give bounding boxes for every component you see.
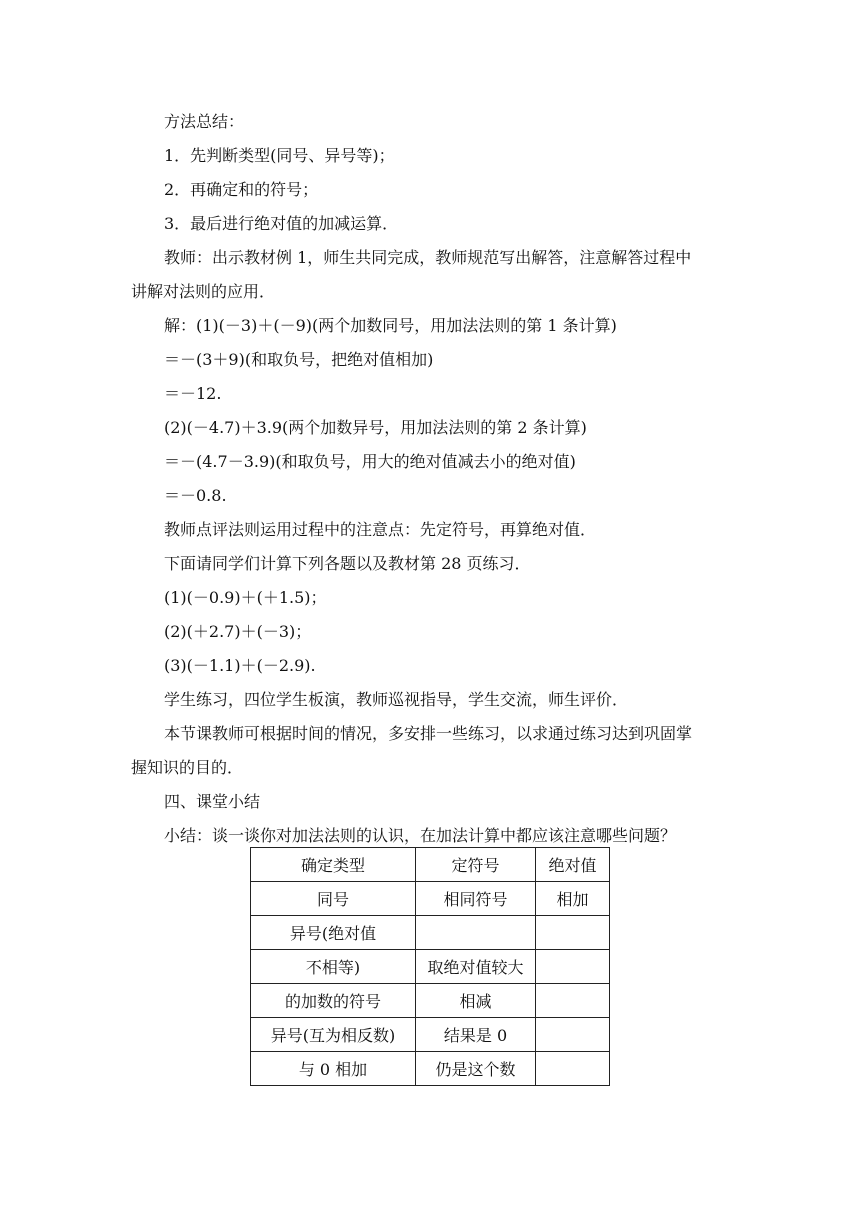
table-cell: 相同符号	[416, 882, 536, 916]
table-row	[251, 1052, 610, 1086]
table-header-row	[251, 848, 610, 882]
method-step-1: 1．先判断类型(同号、异号等)；	[164, 146, 395, 165]
method-summary-heading: 方法总结：	[164, 112, 245, 131]
solution-1-line-1: 解：(1)(－3)＋(－9)(两个加数同号，用加法法则的第 1 条计算)	[164, 316, 617, 335]
teacher-note-line-2: 握知识的目的．	[131, 758, 244, 777]
solution-2-line-1: (2)(－4.7)＋3.9(两个加数异号，用加法法则的第 2 条计算)	[164, 418, 587, 437]
exercise-intro: 下面请同学们计算下列各题以及教材第 28 页练习．	[164, 554, 531, 573]
solution-1-line-2: ＝－(3＋9)(和取负号，把绝对值相加)	[164, 350, 434, 369]
section-heading-summary: 四、课堂小结	[164, 792, 261, 811]
exercise-2: (2)(＋2.7)＋(－3)；	[164, 622, 312, 641]
table-cell: 仍是这个数	[416, 1052, 536, 1086]
table-cell: 取绝对值较大	[416, 950, 536, 984]
table-row	[251, 916, 610, 950]
exercise-3: (3)(－1.1)＋(－2.9).	[164, 656, 316, 675]
table-cell: 相加	[536, 882, 610, 916]
solution-2-result: ＝－0.8.	[164, 486, 227, 505]
table-row	[251, 1018, 610, 1052]
table-cell: 不相等)	[251, 950, 416, 984]
teacher-example-line-1: 教师：出示教材例 1，师生共同完成，教师规范写出解答，注意解答过程中	[164, 248, 692, 267]
teacher-note-line-1: 本节课教师可根据时间的情况，多安排一些练习，以求通过练习达到巩固掌	[164, 724, 693, 743]
table-cell: 异号(绝对值	[251, 916, 416, 950]
method-step-2: 2．再确定和的符号；	[164, 180, 319, 199]
table-cell: 同号	[251, 882, 416, 916]
method-step-3: 3．最后进行绝对值的加减运算．	[164, 214, 399, 233]
table-cell	[536, 1052, 610, 1086]
table-cell	[536, 984, 610, 1018]
table-cell: 异号(互为相反数)	[251, 1018, 416, 1052]
table-row	[251, 984, 610, 1018]
table-cell: 相减	[416, 984, 536, 1018]
table-row	[251, 882, 610, 916]
table-cell: 的加数的符号	[251, 984, 416, 1018]
teacher-comment: 教师点评法则运用过程中的注意点：先定符号，再算绝对值．	[164, 520, 597, 539]
table-cell	[536, 950, 610, 984]
header-cell: 确定类型	[251, 848, 416, 882]
student-practice: 学生练习，四位学生板演，教师巡视指导，学生交流，师生评价．	[164, 690, 629, 709]
table-cell	[536, 1018, 610, 1052]
teacher-example-line-2: 讲解对法则的应用．	[131, 282, 276, 301]
table-cell: 结果是 0	[416, 1018, 536, 1052]
summary-question: 小结：谈一谈你对加法法则的认识，在加法计算中都应该注意哪些问题？	[164, 826, 677, 845]
table-cell: 与 0 相加	[251, 1052, 416, 1086]
solution-1-result: ＝－12.	[164, 384, 222, 403]
header-cell: 绝对值	[536, 848, 610, 882]
solution-2-line-2: ＝－(4.7－3.9)(和取负号，用大的绝对值减去小的绝对值)	[164, 452, 576, 471]
table-cell	[416, 916, 536, 950]
table-cell	[536, 916, 610, 950]
header-cell: 定符号	[416, 848, 536, 882]
table-row	[251, 950, 610, 984]
addition-rules-table	[250, 847, 610, 1086]
exercise-1: (1)(－0.9)＋(＋1.5)；	[164, 588, 327, 607]
